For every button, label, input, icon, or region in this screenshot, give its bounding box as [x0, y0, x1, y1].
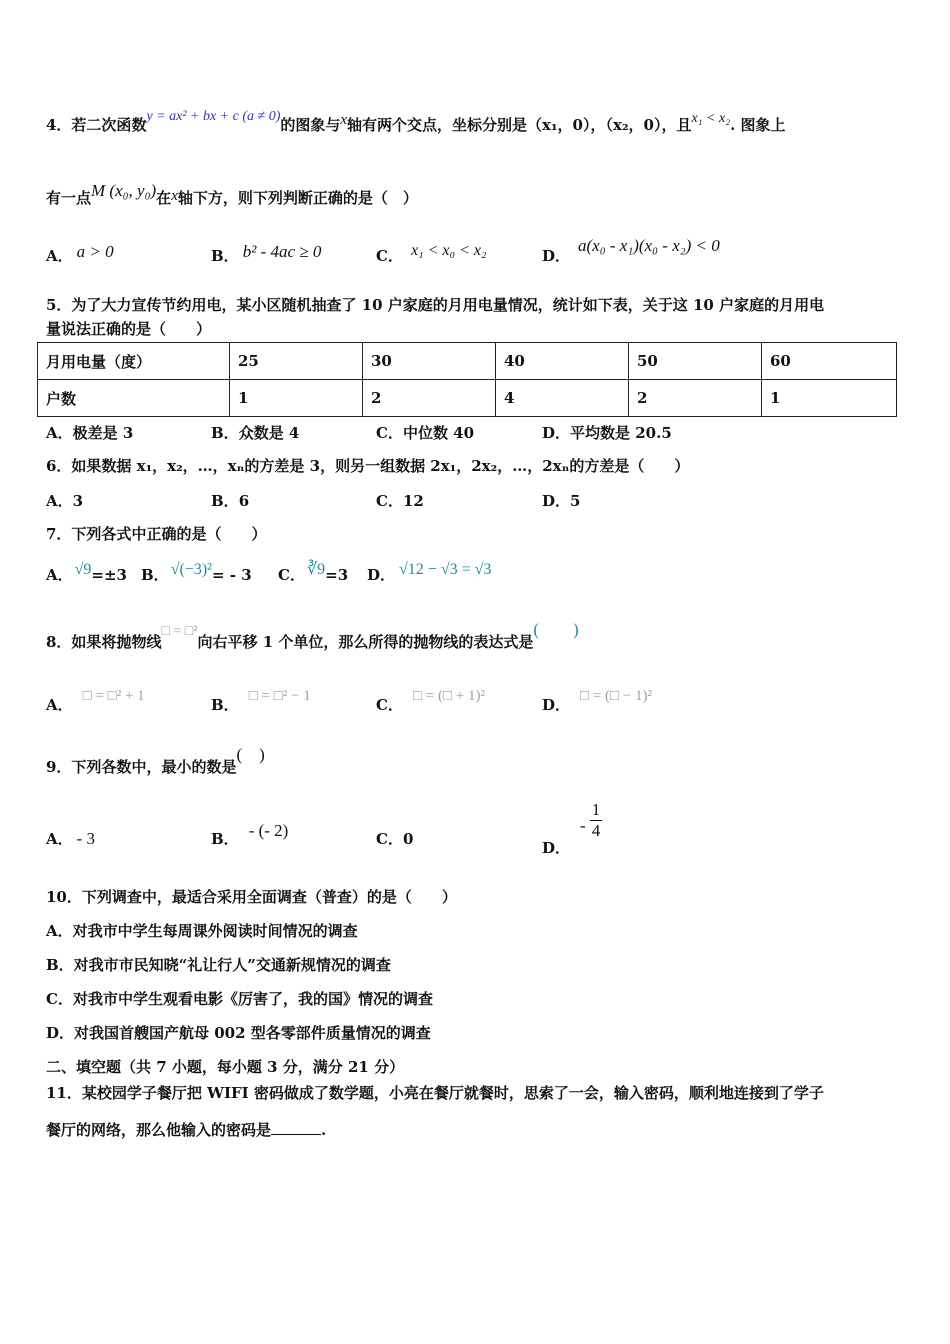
q4-line1	[46, 109, 786, 137]
q8-option-d	[542, 688, 653, 715]
table-cell: 2	[363, 380, 496, 417]
section-heading: 二、填空题（共 7 小题，每小题 3 分，满分 21 分）	[46, 1058, 405, 1076]
q7-option-c	[278, 561, 349, 585]
option-label: D．	[542, 492, 571, 510]
option-expr: √12 − √3 = √3	[399, 561, 492, 578]
q5-option-d	[542, 422, 672, 443]
q9-option-d	[542, 800, 602, 857]
q6-question: 6．如果数据 x₁，x₂，…，xₙ的方差是 3，则另一组数据 2x₁，2x₂，…，2xₙ的方差是（ ）	[46, 457, 690, 475]
q8-pre: 8．如果将抛物线	[46, 633, 162, 651]
q5-option-a	[46, 422, 133, 443]
q8-question	[46, 620, 579, 654]
option-label: B．	[211, 696, 239, 714]
option-expr: □ = (□ − 1)²	[580, 688, 653, 704]
fraction-numerator: 1	[591, 800, 601, 819]
option-label: A．	[46, 247, 73, 265]
q4-point: M (x₀, y₀)	[91, 181, 157, 200]
q10-option-b: B．对我市市民知晓“礼让行人”交通新规情况的调查	[46, 956, 391, 974]
option-text: 极差是 3	[72, 424, 134, 442]
option-tail: =3	[325, 566, 349, 584]
q5-line2: 量说法正确的是（ ）	[46, 320, 212, 338]
option-label: C．	[376, 492, 403, 510]
option-expr: a(x₀ - x₁)(x₀ - x₂) < 0	[578, 236, 720, 255]
q4-post: . 图象上	[730, 116, 786, 134]
q7-option-b	[141, 561, 252, 585]
q8-formula: □ = □²	[161, 624, 198, 639]
q6-option-a	[46, 490, 83, 511]
table-cell: 50	[629, 343, 762, 380]
option-expr: √(−3)²	[170, 561, 212, 578]
option-label: C．	[376, 830, 403, 848]
q8-option-a	[46, 688, 145, 715]
table-cell: 1	[230, 380, 363, 417]
q10-question: 10．下列调查中，最适合采用全面调查（普查）的是（ ）	[46, 888, 457, 906]
option-label: D．	[367, 566, 396, 584]
table-cell: 月用电量（度）	[38, 343, 230, 380]
q4-option-c	[376, 242, 487, 266]
q4-option-d	[542, 236, 720, 266]
table-cell: 60	[762, 343, 897, 380]
option-label: C．	[376, 424, 403, 442]
option-label: D．	[542, 424, 571, 442]
option-expr: 0	[402, 830, 414, 848]
q6-option-d	[542, 490, 580, 511]
option-sign: -	[580, 815, 586, 835]
option-label: B．	[211, 492, 239, 510]
table-row	[38, 343, 897, 380]
option-label: D．	[542, 247, 571, 265]
table-cell: 1	[762, 380, 897, 417]
q11-line2-pre: 餐厅的网络，那么他输入的密码是	[46, 1121, 272, 1139]
fraction-denominator: 4	[591, 821, 601, 840]
q4-var-x-2: x	[171, 188, 178, 204]
option-text: 6	[238, 492, 250, 510]
option-label: C．	[278, 566, 305, 584]
q9-option-a	[46, 828, 95, 849]
q8-paren: ( )	[533, 620, 579, 639]
option-text: 众数是 4	[238, 424, 300, 442]
q4-line2	[46, 181, 418, 209]
q8-option-b	[211, 688, 311, 715]
q7-option-d	[367, 561, 492, 585]
q4-mid1: 的图象与	[280, 116, 341, 134]
q4-line2-post: 轴下方，则下列判断正确的是（ ）	[177, 189, 418, 207]
table-cell: 30	[363, 343, 496, 380]
option-label: A．	[46, 696, 73, 714]
q5-option-c	[376, 422, 474, 443]
q6-option-c	[376, 490, 424, 511]
option-expr: b² - 4ac ≥ 0	[242, 242, 322, 261]
table-cell: 4	[496, 380, 629, 417]
option-expr: ∛9	[306, 561, 326, 578]
q4-line2-pre: 有一点	[46, 189, 92, 207]
option-expr: a > 0	[76, 242, 114, 261]
q4-option-b	[211, 242, 322, 266]
q6-option-b	[211, 490, 249, 511]
option-label: B．	[211, 830, 239, 848]
option-text: 3	[72, 492, 84, 510]
option-label: C．	[376, 696, 403, 714]
answer-blank	[271, 1120, 321, 1135]
q4-var-x: x	[340, 112, 348, 128]
option-text: 5	[570, 492, 581, 510]
q10-option-c: C．对我市中学生观看电影《厉害了，我的国》情况的调查	[46, 990, 433, 1008]
q8-post: 向右平移 1 个单位，那么所得的抛物线的表达式是	[197, 633, 534, 651]
table-cell: 25	[230, 343, 363, 380]
q5-line1: 5．为了大力宣传节约用电，某小区随机抽查了 10 户家庭的月用电量情况，统计如下表，关于这 10 户家庭的月用电	[46, 296, 825, 314]
q9-paren: ( )	[236, 745, 265, 764]
option-label: A．	[46, 830, 73, 848]
option-label: D．	[542, 696, 571, 714]
option-tail: = - 3	[211, 566, 252, 584]
q9-text: 9．下列各数中，最小的数是	[46, 758, 237, 776]
q5-option-b	[211, 422, 299, 443]
option-expr: - 3	[76, 829, 96, 848]
option-expr: - (- 2)	[248, 821, 289, 840]
option-expr: √9	[74, 561, 92, 578]
one-quarter-fraction	[590, 800, 603, 841]
option-label: A．	[46, 492, 73, 510]
option-label: B．	[141, 566, 169, 584]
option-tail: =±3	[91, 566, 127, 584]
option-label: B．	[211, 247, 239, 265]
q4-pre: 4．若二次函数	[46, 116, 147, 134]
q4-formula: y = ax² + bx + c (a ≠ 0)	[146, 109, 281, 124]
q4-mid2: 轴有两个交点，坐标分别是（x₁，0），（x₂，0），且	[347, 116, 692, 134]
q9-option-b	[211, 821, 289, 849]
q8-option-c	[376, 688, 485, 715]
option-label: B．	[211, 424, 239, 442]
option-label: A．	[46, 566, 73, 584]
q4-line2-mid: 在	[156, 189, 172, 207]
option-expr: □ = (□ + 1)²	[412, 688, 485, 704]
table-cell: 40	[496, 343, 629, 380]
option-label: A．	[46, 424, 73, 442]
option-text: 中位数 40	[402, 424, 475, 442]
table-cell: 2	[629, 380, 762, 417]
q11-line1: 11．某校园学子餐厅把 WIFI 密码做成了数学题，小亮在餐厅就餐时，思索了一会，输入密码，顺利地连接到了学子	[46, 1084, 824, 1102]
option-label: C．	[376, 247, 403, 265]
q7-question: 7．下列各式中正确的是（ ）	[46, 525, 267, 543]
q9-option-c	[376, 828, 413, 849]
option-label: D．	[542, 838, 571, 857]
usage-table	[37, 342, 897, 417]
option-text: 平均数是 20.5	[570, 424, 672, 442]
option-expr: x₁ < x₀ < x₂	[410, 242, 487, 259]
q4-option-a	[46, 242, 114, 266]
q11-line2-post: .	[321, 1121, 327, 1139]
table-row	[38, 380, 897, 417]
q11-line2	[46, 1120, 326, 1140]
option-expr: □ = □² + 1	[82, 688, 145, 704]
q7-option-a	[46, 561, 127, 585]
table-cell: 户数	[38, 380, 230, 417]
q4-condition: x₁ < x₂	[691, 111, 731, 126]
q10-option-a: A．对我市中学生每周课外阅读时间情况的调查	[46, 922, 358, 940]
option-text: 12	[402, 492, 424, 510]
q9-question	[46, 745, 265, 777]
q10-option-d: D．对我国首艘国产航母 002 型各零部件质量情况的调查	[46, 1024, 431, 1042]
option-expr: □ = □² − 1	[248, 688, 311, 704]
